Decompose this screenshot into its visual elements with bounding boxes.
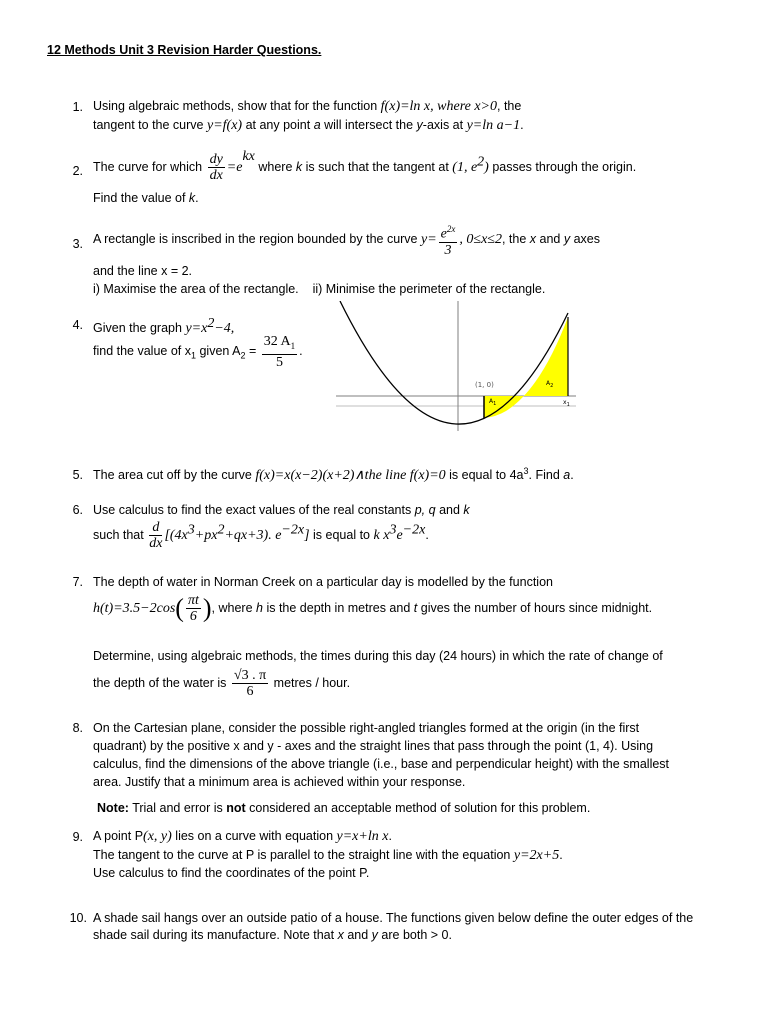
q3-line3: i) Maximise the area of the rectangle. ii) Minimise the perimeter of the rectangle.	[93, 282, 546, 296]
q2-line1: The curve for which $\frac{dy}{dx}$ $=e^{kx}$ where k is such that the tangent at (1, $e^2$) passes through the origin.	[93, 148, 637, 183]
q9-number: 9.	[72, 830, 83, 844]
a1-label: $A_1$	[489, 398, 497, 407]
q5-number: 5.	[72, 468, 83, 482]
q8-note: Note: Trial and error is not considered an acceptable method of solution for this problem.	[97, 801, 591, 815]
x1-label: $x_1$	[563, 399, 570, 408]
q4-number: 4.	[72, 318, 83, 332]
q9-line3: Use calculus to find the coordinates of the point P.	[93, 866, 370, 880]
parabola-figure	[336, 301, 576, 431]
q9-line1: A point P(x, y) lies on a curve with equation y=x+ln x.	[93, 829, 392, 844]
q8-line1: On the Cartesian plane, consider the possible right-angled triangles formed at the origin (in the first	[93, 721, 640, 735]
q8-line2: quadrant) by the positive x and y - axes and the straight lines that pass through the point (1, 4). Using	[93, 739, 654, 753]
point-label: (1, 0)	[475, 381, 494, 389]
q10-number: 10.	[69, 911, 87, 925]
q6-line1: Use calculus to find the exact values of the real constants p, q and k	[93, 503, 470, 517]
q8-line4: area. Justify that a minimum area is achieved within your response.	[93, 775, 466, 789]
q3-line2: and the line x = 2.	[93, 264, 193, 278]
q3-number: 3.	[72, 237, 83, 251]
q2-number: 2.	[72, 164, 83, 178]
q4-line2: find the value of $x_1$ given $A_2$ = $\frac{32 A_1}{5}$ .	[93, 334, 303, 370]
q1-line1: Using algebraic methods, show that for the function f(x)=ln x, where x>0, the	[93, 99, 522, 114]
q5-line1: The area cut off by the curve f(x)=x(x−2)(x+2)∧the line f(x)=0 is equal to $4a^3$. Find a.	[93, 466, 574, 484]
q10-line2: shade sail during its manufacture. Note that x and y are both > 0.	[93, 928, 452, 942]
q6-number: 6.	[72, 503, 83, 517]
a2-label: $A_2$	[546, 380, 554, 389]
q9-line2: The tangent to the curve at P is parallel to the straight line with the equation y=2x+5.	[93, 848, 563, 863]
q1-line2: tangent to the curve y=f(x) at any point a will intersect the y-axis at y=ln a−1.	[93, 118, 524, 133]
q7-number: 7.	[72, 575, 83, 589]
q2-line2: Find the value of k.	[93, 191, 199, 205]
q8-number: 8.	[72, 721, 83, 735]
q10-line1: A shade sail hangs over an outside patio of a house. The functions given below define the outer edges of the	[93, 911, 694, 925]
q8-line3: calculus, find the dimensions of the above triangle (i.e., base and perpendicular height) with the smallest	[93, 757, 670, 771]
page-title: 12 Methods Unit 3 Revision Harder Questions.	[47, 43, 322, 57]
q7-line2: h(t)=3.5−2cos( $\frac{\pi t}{6}$ ), where h is the depth in metres and t gives the number of hours since midnight.	[93, 593, 653, 624]
q7-line1: The depth of water in Norman Creek on a particular day is modelled by the function	[93, 575, 553, 589]
q6-line2: such that $\frac{d}{dx}$ [$(4x^3+px^2+qx+3)$. $e^{-2x}$] is equal to k $x^3e^{-2x}$.	[93, 520, 429, 551]
q4-line1: Given the graph $y=x^2-4$,	[93, 316, 235, 337]
q7-line4: the depth of the water is $\frac{√3 . \pi}{6}$ metres / hour.	[93, 668, 351, 699]
q7-line3: Determine, using algebraic methods, the times during this day (24 hours) in which the rate of change of	[93, 649, 663, 663]
q1-number: 1.	[72, 100, 83, 114]
q3-line1: A rectangle is inscribed in the region bounded by the curve y= $\frac{e^{2x}}{3}$ , 0≤x≤2, the x and y axes	[93, 224, 601, 258]
